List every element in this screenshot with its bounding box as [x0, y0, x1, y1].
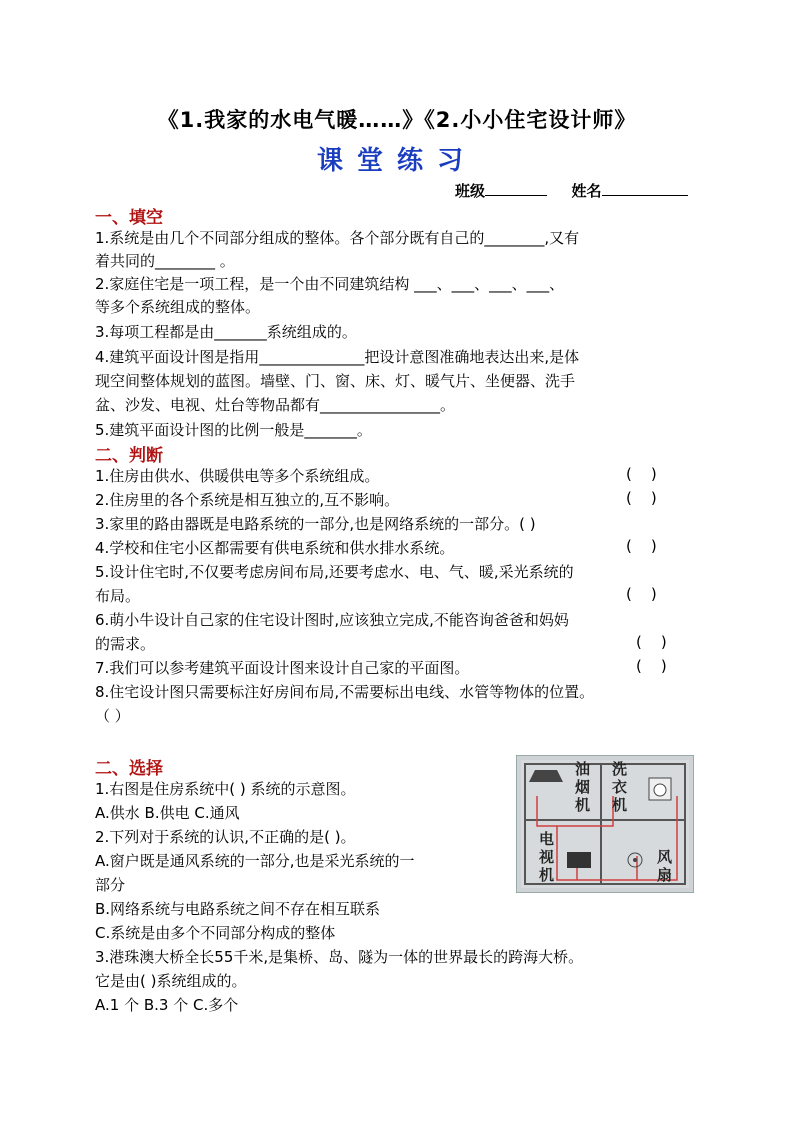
choice-line: 2.下列对于系统的认识,不正确的是( )。 [95, 828, 356, 846]
fill-line: 着共同的________ 。 [95, 252, 235, 270]
choice-line: A.窗户既是通风系统的一部分,也是采光系统的一 [95, 852, 415, 870]
choice-line: A.供水 B.供电 C.通风 [95, 804, 240, 822]
judge-line: 5.设计住宅时,不仅要考虑房间布局,还要考虑水、电、气、暖,采光系统的 [95, 563, 574, 581]
fill-line: 4.建筑平面设计图是指用______________把设计意图准确地表达出来,是体 [95, 348, 580, 366]
judge-line: 7.我们可以参考建筑平面设计图来设计自己家的平面图。 [95, 659, 470, 677]
judge-line: （ ） [95, 707, 130, 725]
figure-label-fan: 风扇 [657, 848, 673, 884]
answer-paren[interactable]: ( ) [636, 633, 667, 651]
fill-line: 3.每项工程都是由_______系统组成的。 [95, 323, 357, 341]
choice-line: 3.港珠澳大桥全长55千米,是集桥、岛、隧为一体的世界最长的跨海大桥。 [95, 948, 584, 966]
fill-line: 5.建筑平面设计图的比例一般是_______。 [95, 421, 372, 439]
name-blank[interactable] [602, 181, 688, 196]
choice-line: C.系统是由多个不同部分构成的整体 [95, 924, 336, 942]
judge-line: 8.住宅设计图只需要标注好房间布局,不需要标出电线、水管等物体的位置。 [95, 683, 595, 701]
answer-paren[interactable]: ( ) [636, 657, 667, 675]
judge-line: 1.住房由供水、供暖供电等多个系统组成。 [95, 467, 380, 485]
section-heading-fill: 一、填空 [95, 208, 163, 228]
answer-paren[interactable]: ( ) [626, 489, 657, 507]
section-heading-judge: 二、判断 [95, 446, 163, 466]
page-title: 《1.我家的水电气暖……》《2.小小住宅设计师》 [157, 108, 637, 132]
fill-line: 现空间整体规划的蓝图。墙壁、门、窗、床、灯、暖气片、坐便器、洗手 [95, 372, 576, 390]
figure-label-washing-machine: 洗衣机 [612, 760, 628, 814]
choice-line: B.网络系统与电路系统之间不存在相互联系 [95, 900, 381, 918]
choice-line: A.1 个 B.3 个 C.多个 [95, 996, 239, 1014]
judge-line: 2.住房里的各个系统是相互独立的,互不影响。 [95, 491, 400, 509]
fill-line: 1.系统是由几个不同部分组成的整体。各个部分既有自己的________,又有 [95, 229, 580, 247]
judge-line: 6.萌小牛设计自己家的住宅设计图时,应该独立完成,不能咨询爸爸和妈妈 [95, 611, 569, 629]
house-system-diagram [516, 755, 694, 893]
answer-paren[interactable]: ( ) [626, 585, 657, 603]
fill-line: 等多个系统组成的整体。 [95, 298, 261, 316]
figure-label-range-hood: 油烟机 [575, 760, 591, 814]
judge-line: 布局。 [95, 587, 141, 605]
section-heading-choice: 二、选择 [95, 759, 163, 779]
choice-line: 部分 [95, 876, 126, 894]
class-name-line [455, 180, 688, 201]
tv-icon [567, 852, 591, 868]
judge-line: 4.学校和住宅小区都需要有供电系统和供水排水系统。 [95, 539, 455, 557]
choice-line: 它是由( )系统组成的。 [95, 972, 247, 990]
judge-line: 3.家里的路由器既是电路系统的一部分,也是网络系统的一部分。( ) [95, 515, 536, 533]
figure-label-tv: 电视机 [539, 830, 555, 884]
choice-line: 1.右图是住房系统中( ) 系统的示意图。 [95, 780, 356, 798]
answer-paren[interactable]: ( ) [626, 537, 657, 555]
fill-line: 盆、沙发、电视、灶台等物品都有________________。 [95, 396, 456, 414]
fill-line: 2.家庭住宅是一项工程，是一个由不同建筑结构 ___、___、___、___、 [95, 275, 565, 293]
class-blank[interactable] [485, 181, 547, 196]
class-label: 班级 [455, 182, 486, 200]
answer-paren[interactable]: ( ) [626, 465, 657, 483]
judge-line: 的需求。 [95, 635, 156, 653]
name-label: 姓名 [571, 182, 602, 200]
page-subtitle: 课堂练习 [316, 146, 477, 176]
